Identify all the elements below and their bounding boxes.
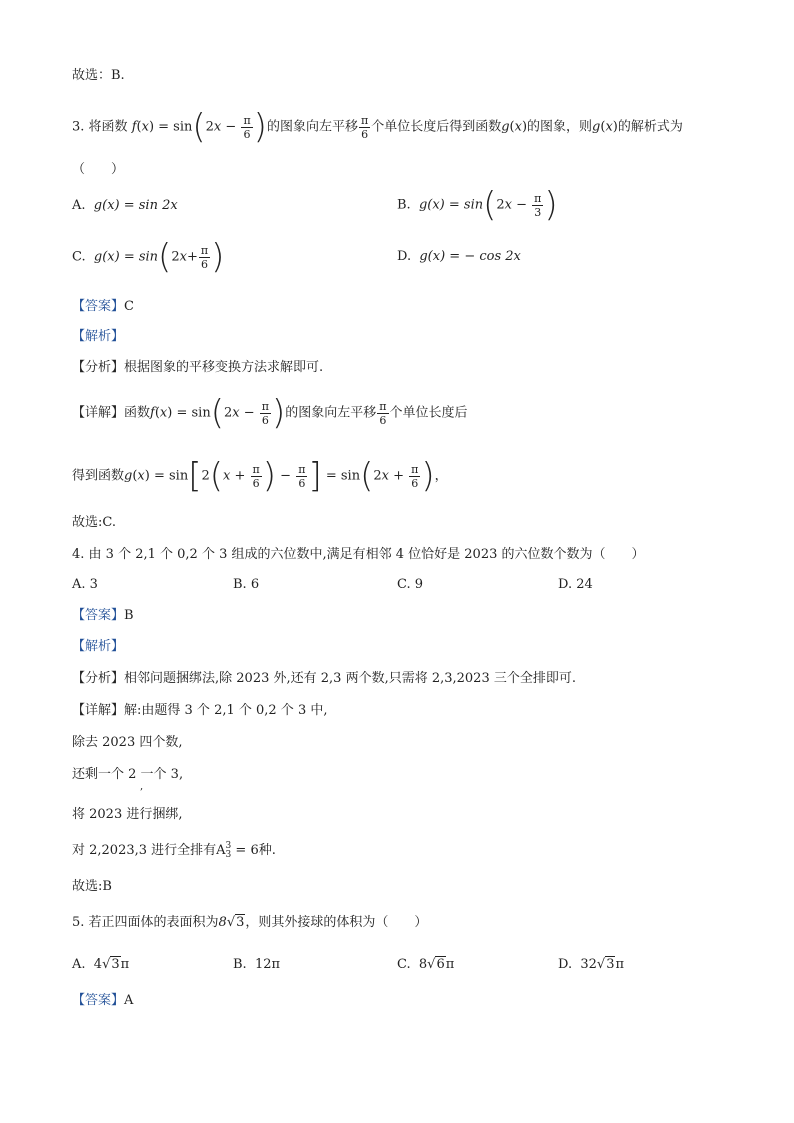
question-4-options: A. 3 B. 6 C. 9 D. 24 bbox=[72, 577, 593, 592]
question-3-options-row-1: A. g(x) = sin 2x B. g(x) = sin(2x − $\frac{\pi}{3}$ ) bbox=[72, 185, 558, 225]
question-4-stem: 4. 由 3 个 2,1 个 0,2 个 3 组成的六位数中,满足有相邻 4 位恰好是 2023 的六位数个数为（ ） bbox=[72, 547, 645, 562]
question-4-jiexi: 【解析】 bbox=[72, 639, 125, 654]
question-4-answer: 【答案】B bbox=[72, 608, 134, 623]
question-5-answer: 【答案】A bbox=[72, 993, 134, 1008]
question-3-paren: （ ） bbox=[72, 162, 125, 177]
stray-comma-mark: , bbox=[140, 781, 144, 792]
question-3-options-row-2: C. g(x) = sin(2x+ $\frac{\pi}{6}$ ) D. g(x) = − cos 2x bbox=[72, 237, 521, 277]
question-4-step-4: 对 2,2023,3 进行全排有A 3 3 = 6种. bbox=[72, 840, 276, 860]
question-4-analysis: 【分析】相邻问题捆绑法,除 2023 外,还有 2,3 两个数,只需将 2,3,2023 三个全排即可. bbox=[72, 671, 576, 686]
question-3-conclusion: 故选:C. bbox=[72, 515, 116, 530]
question-3-detail-step2: 得到函数g(x) = sin[2(x + $\frac{\pi}{6}$ ) − $\frac{\pi}{6}$ ] = sin(2x + $\frac{\pi}{6}$ )， bbox=[72, 456, 448, 496]
question-3-detail: 【详解】函数f(x) = sin(2x − $\frac{\pi}{6}$ )的图象向左平移 $\frac{\pi}{6}$ 个单位长度后 bbox=[72, 393, 468, 433]
question-4-conclusion: 故选:B bbox=[72, 879, 112, 894]
question-4-step-1: 除去 2023 四个数, bbox=[72, 735, 183, 750]
prev-answer-line: 故选：B. bbox=[72, 68, 125, 83]
question-3-answer: 【答案】C bbox=[72, 299, 134, 314]
question-4-step-2: 还剩一个 2 一个 3, bbox=[72, 767, 184, 782]
question-4-detail: 【详解】解:由题得 3 个 2,1 个 0,2 个 3 中, bbox=[72, 703, 328, 718]
question-3-jiexi: 【解析】 bbox=[72, 329, 125, 344]
question-5-options: A. 4√3π B. 12π C. 8√6π D. 32√3π bbox=[72, 957, 625, 972]
question-5-stem: 5. 若正四面体的表面积为8√3，则其外接球的体积为（ ） bbox=[72, 915, 428, 930]
question-3-analysis: 【分析】根据图象的平移变换方法求解即可. bbox=[72, 360, 324, 375]
question-4-step-3: 将 2023 进行捆绑, bbox=[72, 807, 183, 822]
question-3-stem: 3. 将函数 f(x) = sin(2x − $\frac{\pi}{6}$ )的图象向左平移 $\frac{\pi}{6}$ 个单位长度后得到函数g(x)的图象，则g(x)的解析式为 bbox=[72, 107, 683, 147]
